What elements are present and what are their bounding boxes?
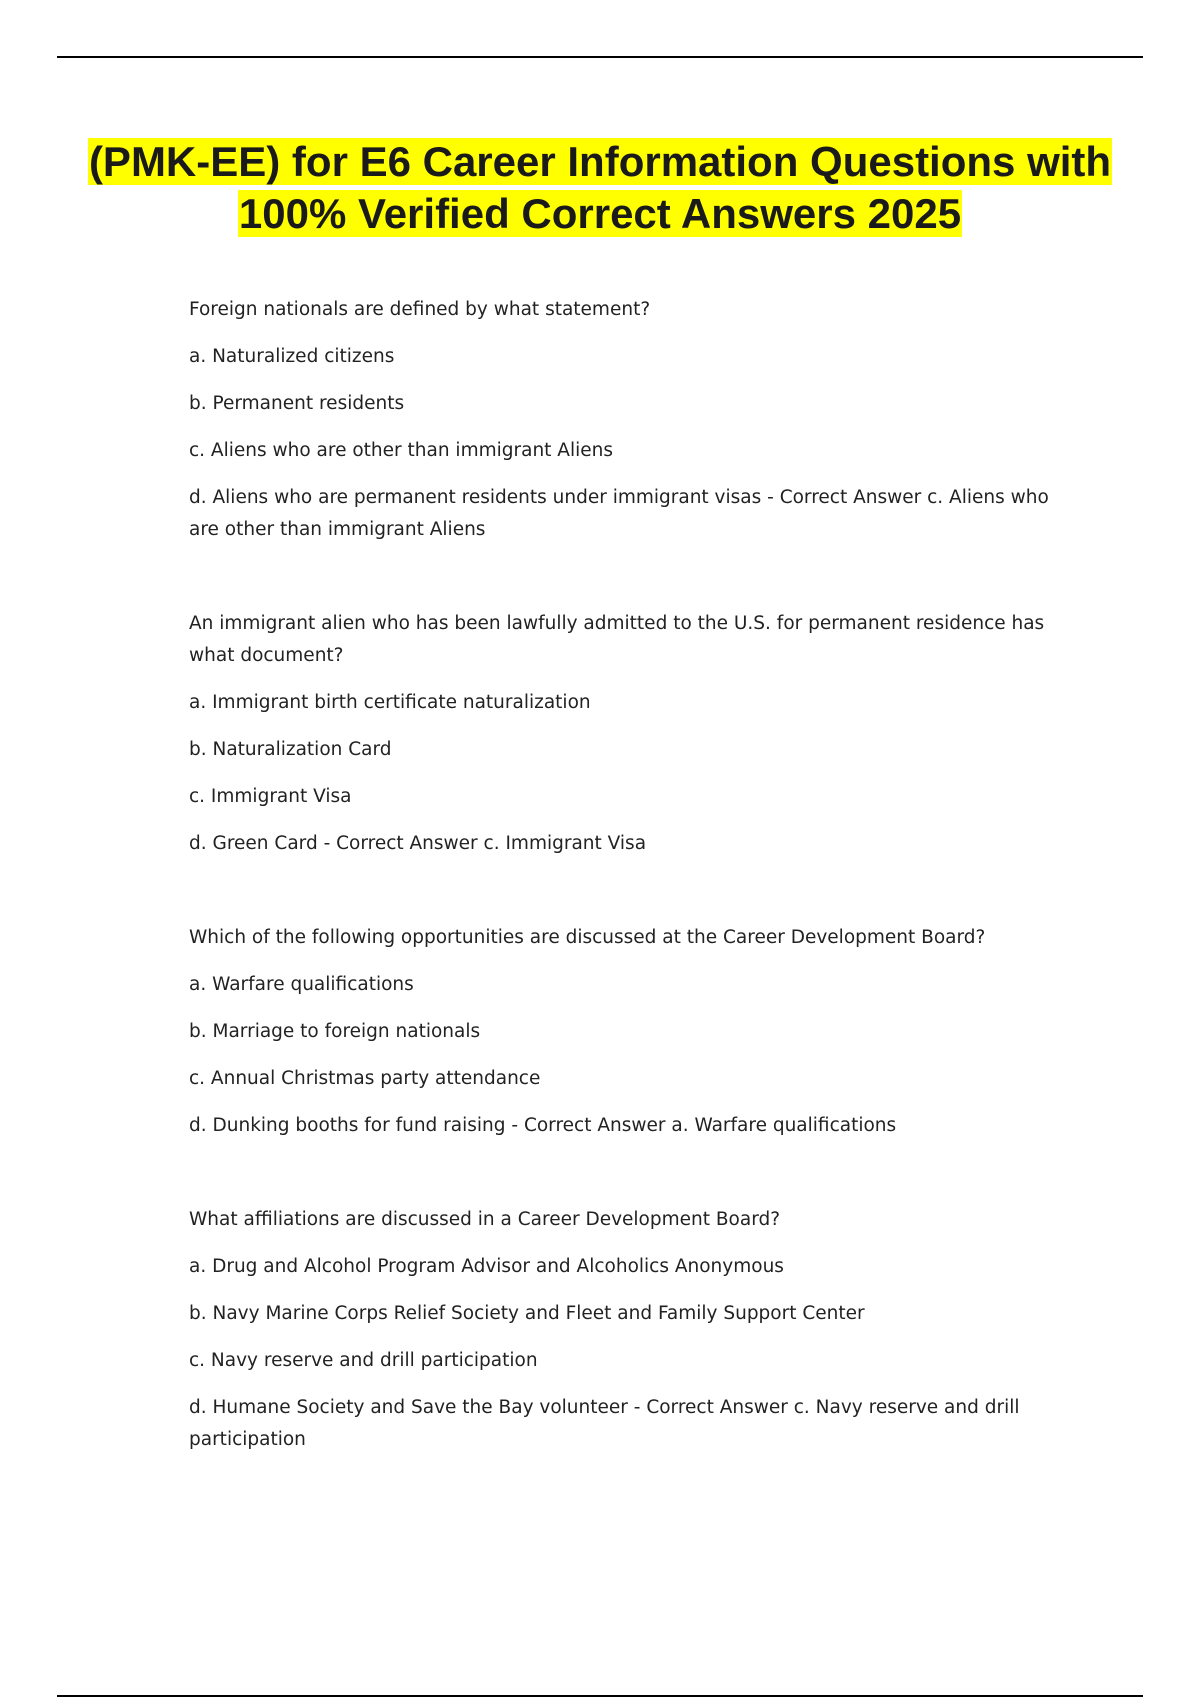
answer-option-c: c. Annual Christmas party attendance [189,1068,541,1089]
questions-list [189,294,1059,1456]
answer-option-d: d. Humane Society and Save the Bay volunteer - Correct Answer c. Navy reserve and drill participation [189,1397,1020,1450]
bottom-rule [57,1695,1143,1697]
top-rule [57,56,1143,58]
answer-option-a: a. Immigrant birth certificate naturalization [189,692,591,713]
answer-option-b: b. Permanent residents [189,393,405,414]
answer-option-c: c. Immigrant Visa [189,786,352,807]
answer-option-a: a. Naturalized citizens [189,346,395,367]
answer-option-c: c. Aliens who are other than immigrant Aliens [189,440,613,461]
answer-option-d: d. Aliens who are permanent residents under immigrant visas - Correct Answer c. Aliens who are other than immigrant Aliens [189,487,1049,540]
answer-option-b: b. Navy Marine Corps Relief Society and Fleet and Family Support Center [189,1303,865,1324]
question-text: What affiliations are discussed in a Career Development Board? [189,1209,781,1230]
question-block-1 [189,294,1059,546]
question-text: Which of the following opportunities are discussed at the Career Development Board? [189,927,986,948]
answer-option-c: c. Navy reserve and drill participation [189,1350,538,1371]
document-title [57,136,1143,240]
question-text: An immigrant alien who has been lawfully admitted to the U.S. for permanent residence has what document? [189,613,1045,666]
answer-option-a: a. Drug and Alcohol Program Advisor and Alcoholics Anonymous [189,1256,784,1277]
answer-option-d: d. Green Card - Correct Answer c. Immigrant Visa [189,833,647,854]
question-text: Foreign nationals are defined by what statement? [189,299,651,320]
question-block-4 [189,1204,1059,1456]
question-block-2 [189,608,1059,860]
title-highlight: (PMK-EE) for E6 Career Information Questions with 100% Verified Correct Answers 2025 [88,138,1112,237]
answer-option-b: b. Marriage to foreign nationals [189,1021,481,1042]
question-block-3 [189,922,1059,1142]
answer-option-b: b. Naturalization Card [189,739,392,760]
answer-option-a: a. Warfare qualifications [189,974,414,995]
answer-option-d: d. Dunking booths for fund raising - Correct Answer a. Warfare qualifications [189,1115,897,1136]
